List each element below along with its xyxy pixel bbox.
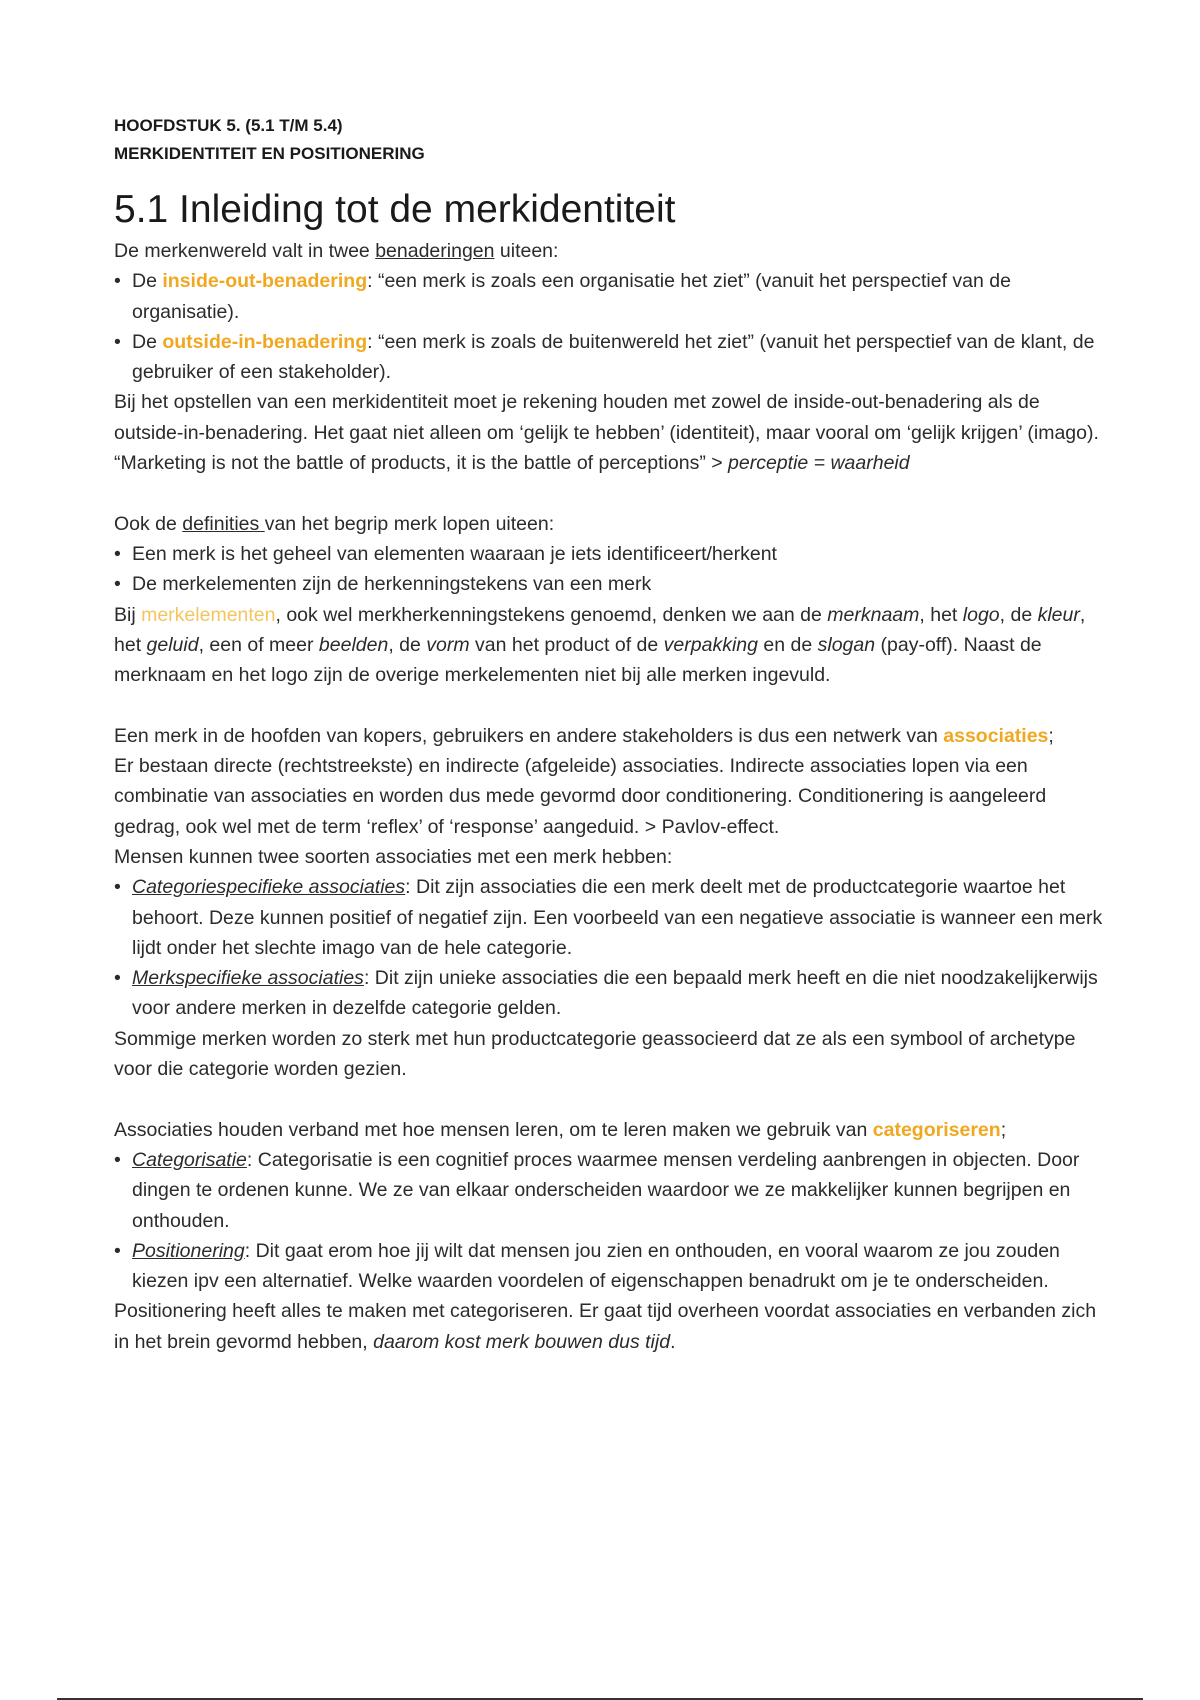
paragraph: Bij het opstellen van een merkidentiteit moet je rekening houden met zowel de inside-out-benadering als de outside-in-benadering. Het gaat niet alleen om ‘gelijk te hebben’ (identiteit), maar vooral om ‘gelijk krijgen’ (imago).: [114, 391, 1099, 444]
highlight-term: merkelementen: [141, 603, 276, 626]
bullet-icon: •: [114, 573, 121, 596]
quote: “Marketing is not the battle of products, it is the battle of perceptions” > perceptie = waarheid: [114, 452, 910, 475]
paragraph: Er bestaan directe (rechtstreekste) en indirecte (afgeleide) associaties. Indirecte associaties lopen via een combinatie van associaties en worden dus mede gevormd door conditionering. Conditionering is aangeleerd gedrag, ook wel met de term ‘reflex’ of ‘response’ aangeduid. > Pavlov-effect.: [114, 755, 1047, 838]
bullet-item: • De merkelementen zijn de herkenningstekens van een merk: [114, 569, 1104, 599]
paragraph: Sommige merken worden zo sterk met hun productcategorie geassocieerd dat ze als een symbool of archetype voor die categorie worden gezien.: [114, 1027, 1076, 1081]
bullet-icon: •: [114, 542, 121, 565]
bullet-item: • De outside-in-benadering: “een merk is zoals de buitenwereld het ziet” (vanuit het perspectief van de klant, de gebruiker of een stakeholder).: [114, 327, 1104, 388]
highlight-term: categoriseren: [872, 1118, 1001, 1141]
chapter-header: [114, 112, 1104, 168]
bullet-icon: •: [114, 967, 121, 990]
bullet-item: • De inside-out-benadering: “een merk is zoals een organisatie het ziet” (vanuit het perspectief van de organisatie).: [114, 266, 1104, 327]
bullet-icon: •: [114, 270, 121, 293]
document-page: [114, 112, 1104, 1357]
bullet-icon: •: [114, 1148, 121, 1171]
chapter-title: MERKIDENTITEIT EN POSITIONERING: [114, 144, 425, 163]
bullet-item: • Positionering: Dit gaat erom hoe jij wilt dat mensen jou zien en onthouden, en vooral waarom ze jou zouden kiezen ipv een alternatief. Welke waarden voordelen of eigenschappen benadrukt om je te onderscheiden.: [114, 1236, 1104, 1297]
bullet-item: • Categoriespecifieke associaties: Dit zijn associaties die een merk deelt met de productcategorie waartoe het behoort. Deze kunnen positief of negatief zijn. Een voorbeeld van een negatieve associatie is wanneer een merk lijdt onder het slechte imago van de hele categorie.: [114, 872, 1104, 963]
bullet-item: • Categorisatie: Categorisatie is een cognitief proces waarmee mensen verdeling aanbrengen in objecten. Door dingen te ordenen kunne. We ze van elkaar onderscheiden waardoor we ze makkelijker kunnen begrijpen en onthouden.: [114, 1145, 1104, 1236]
paragraph: Bij merkelementen, ook wel merkherkenningstekens genoemd, denken we aan de merknaam, het logo, de kleur, het geluid, een of meer beelden, de vorm van het product of de verpakking en de slogan (pay-off). Naast de merknaam en het logo zijn de overige merkelementen niet bij alle merken ingevuld.: [114, 603, 1086, 687]
highlight-term: inside-out-benadering: [162, 270, 368, 293]
paragraph: Ook de definities van het begrip merk lopen uiteen:: [114, 512, 555, 535]
highlight-term: outside-in-benadering: [162, 330, 368, 353]
chapter-number: HOOFDSTUK 5. (5.1 T/M 5.4): [114, 116, 343, 135]
bullet-icon: •: [114, 330, 121, 353]
bullet-item: • Een merk is het geheel van elementen waaraan je iets identificeert/herkent: [114, 539, 1104, 569]
paragraph: Een merk in de hoofden van kopers, gebruikers en andere stakeholders is dus een netwerk van associaties;: [114, 724, 1054, 747]
bullet-icon: •: [114, 1239, 121, 1262]
paragraph: Positionering heeft alles te maken met categoriseren. Er gaat tijd overheen voordat associaties en verbanden zich in het brein gevormd hebben, daarom kost merk bouwen dus tijd.: [114, 1300, 1097, 1353]
paragraph: De merkenwereld valt in twee benaderingen uiteen:: [114, 240, 559, 262]
bullet-item: • Merkspecifieke associaties: Dit zijn unieke associaties die een bepaald merk heeft en die niet noodzakelijkerwijs voor andere merken in dezelfde categorie gelden.: [114, 963, 1104, 1024]
section-title: 5.1 Inleiding tot de merkidentiteit: [114, 188, 676, 231]
document-body: [114, 236, 1104, 1357]
bullet-icon: •: [114, 876, 121, 899]
highlight-term: associaties: [943, 724, 1049, 747]
paragraph: Mensen kunnen twee soorten associaties met een merk hebben:: [114, 845, 673, 868]
paragraph: Associaties houden verband met hoe mensen leren, om te leren maken we gebruik van categoriseren;: [114, 1118, 1007, 1141]
